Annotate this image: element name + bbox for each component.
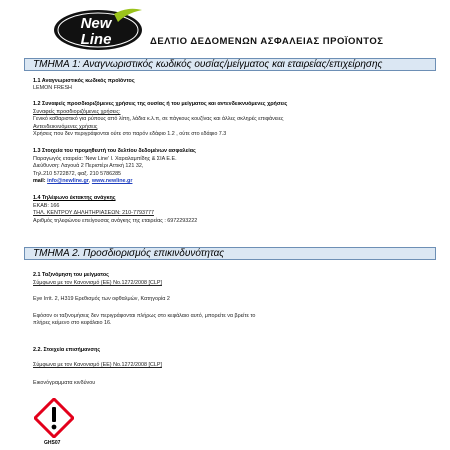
section-2-heading: ΤΜΗΜΑ 2. Προσδιορισμός επικινδυνότητας: [24, 247, 436, 260]
s13-line1: Παραγωγός εταιρεία: 'New Line' Ι. Χαραλαμπίδης & ΣΙΑ Ε.Ε.: [33, 156, 177, 162]
website-link[interactable]: www.newline.gr: [91, 178, 133, 184]
s12-line3: Αντενδεικνυόμενες χρήσεις: [33, 124, 98, 130]
s11-title: 1.1 Αναγνωριστικός κωδικός προϊόντος: [33, 78, 135, 84]
ghs07-label: GHS07: [44, 440, 61, 446]
s21-classification: Eye Irrit. 2, H319 Ερεθισμός των οφθαλμών, Κατηγορία 2: [33, 296, 170, 302]
s14-line2: ΤΗΛ. ΚΕΝΤΡΟΥ ΔΗΛΗΤΗΡΙΑΣΕΩΝ: 210-7793777: [33, 210, 154, 216]
logo-text-new: New: [80, 15, 112, 32]
s13-mail-line: [33, 178, 132, 185]
logo-text-line: Line: [80, 31, 112, 48]
s13-line3: Τηλ.210 5722872, φαξ. 210 5786285: [33, 171, 122, 177]
ghs07-exclamation-icon: [34, 398, 74, 438]
s22-title: 2.2. Στοιχεία επισήμανσης: [33, 347, 101, 353]
s12-line1: Συναφείς προσδιοριζόμενες χρήσεις:: [33, 109, 121, 115]
s12-line2: Γενικό καθαριστικό για ρύπους από λίπη, λάδια κ.λ.π, σε πάγκους κουζίνας και άλλες σκληρές επιφάνειες: [33, 116, 284, 122]
s13-separator: ,: [88, 178, 91, 184]
s14-title: 1.4 Τηλέφωνο έκτακτης ανάγκης: [33, 195, 116, 201]
s13-line2: Διεύθυνση: Λαγουά 2 Περιστέρι Αττική 121 32,: [33, 163, 144, 169]
s21-note-line2: πλήρες κείμενο στο κεφάλαιο 16.: [33, 320, 112, 326]
s21-regulation: Σύμφωνα με τον Κανονισμό (ΕΕ) Νο.1272/2008 [CLP]: [33, 280, 162, 286]
s21-title: 2.1 Ταξινόμηση του μείγματος: [33, 272, 109, 278]
s12-line4: Χρήσεις που δεν περιγράφονται ούτε στο παρόν εδάφιο 1.2 , ούτε στο εδάφιο 7.3: [33, 131, 227, 137]
s11-value: LEMON FRESH: [33, 85, 72, 91]
section-1-heading: ΤΜΗΜΑ 1: Αναγνωριστικός κωδικός ουσίας/μείγματος και εταιρείας/επιχείρησης: [24, 58, 436, 71]
s13-title: 1.3 Στοιχεία του προμηθευτή του δελτίου δεδομένων ασφαλείας: [33, 148, 196, 154]
document-title: ΔΕΛΤΙΟ ΔΕΔΟΜΕΝΩΝ ΑΣΦΑΛΕΙΑΣ ΠΡΟΪΟΝΤΟΣ: [150, 36, 384, 47]
s21-note-line1: Εφόσον οι ταξινομήσεις δεν περιγράφονται πλήρως στο κεφάλαιο αυτό, μπορείτε να βρείτε το: [33, 313, 256, 319]
s22-pictograms-label: Εικονόγραμματα κινδύνου: [33, 380, 96, 386]
email-link[interactable]: info@newline.gr: [47, 178, 89, 184]
new-line-logo: [52, 6, 144, 52]
s14-line1: ΕΚΑΒ: 166: [33, 203, 60, 209]
s13-mail-label: mail:: [33, 178, 46, 184]
s22-regulation: Σύμφωνα με τον Κανονισμό (ΕΕ) Νο.1272/2008 [CLP]: [33, 362, 162, 368]
s12-title: 1.2 Συναφείς προσδιοριζόμενες χρήσεις της ουσίας ή του μείγματος και αντενδεικνυόμενες χρήσεις: [33, 101, 288, 107]
s14-line3: Αριθμός τηλεφώνου επείγουσας ανάγκης της εταιρείας : 6972293222: [33, 218, 198, 224]
